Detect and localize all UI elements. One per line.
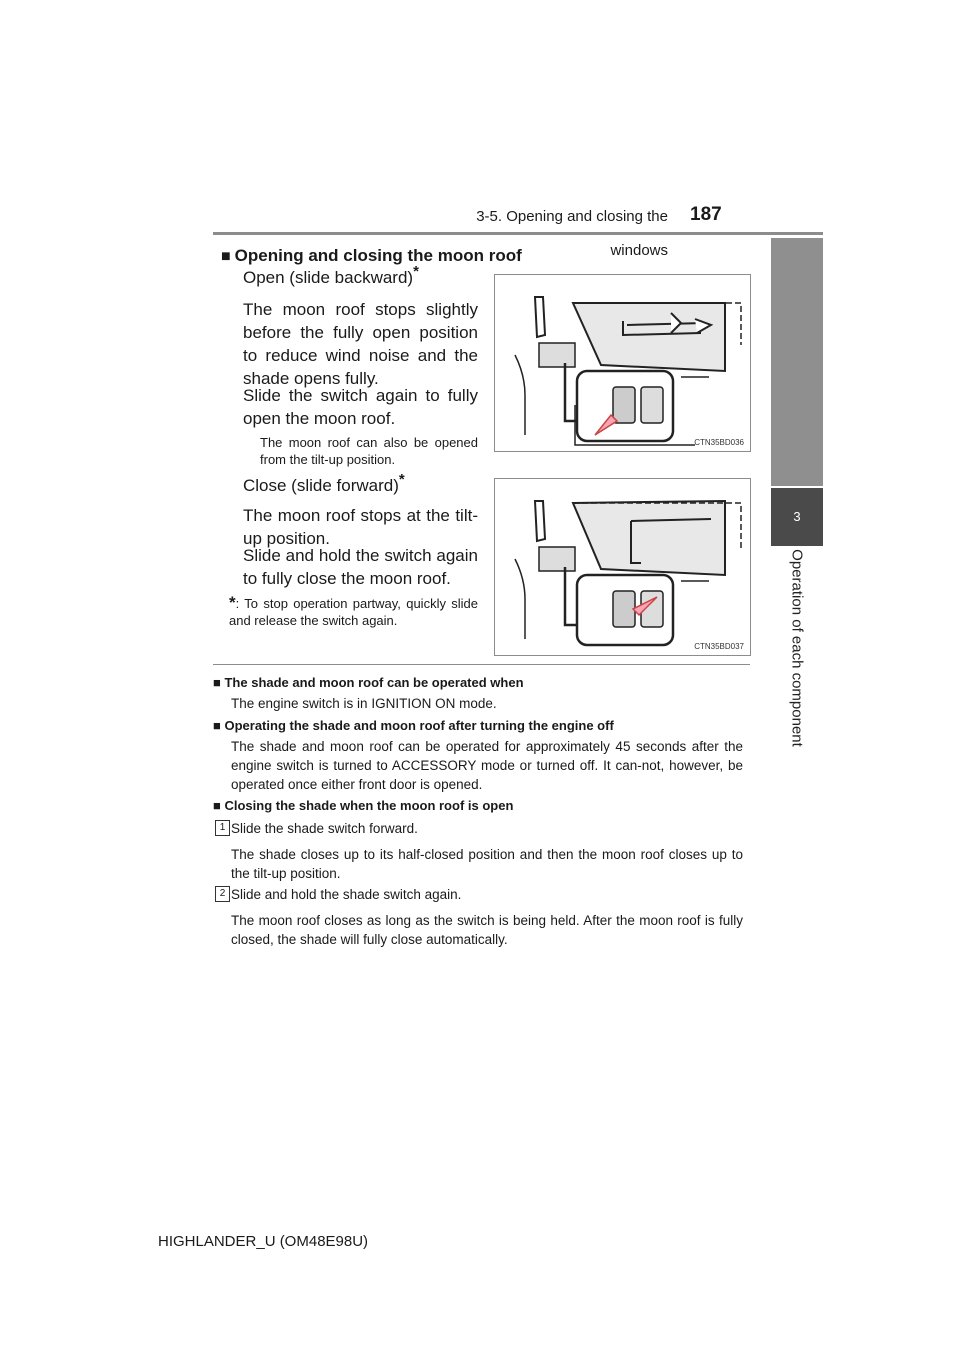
step2-body-2: Slide and hold the switch again to fully close the moon roof. xyxy=(243,546,478,588)
chapter-title: Operation of each component xyxy=(788,549,806,747)
footnote-text: : To stop operation partway, quickly slide and release the switch again. xyxy=(229,596,478,628)
note-marker-3: ■ xyxy=(213,798,221,813)
figure-open-moon-roof xyxy=(494,274,751,452)
step-detail-2: The moon roof closes as long as the switch is being held. After the moon roof is fully closed, the shade will fully close automatically. xyxy=(231,913,743,947)
step2-title xyxy=(243,471,478,497)
note-marker-1: ■ xyxy=(213,675,221,690)
note-heading-1 xyxy=(213,674,524,692)
step-number-2: 2 xyxy=(215,886,230,902)
step2-body-1: The moon roof stops at the tilt-up position. xyxy=(243,506,478,548)
chapter-title-tab xyxy=(771,548,823,748)
step1-note: The moon roof can also be opened from the tilt-up position. xyxy=(260,435,478,467)
chapter-number-tab: 3 xyxy=(771,488,823,546)
figure-close-moon-roof xyxy=(494,478,751,656)
footnote xyxy=(229,594,478,629)
step-text-2: Slide and hold the shade switch again. xyxy=(231,887,462,902)
note-body-1: The engine switch is in IGNITION ON mode. xyxy=(231,696,497,711)
step-text-1: Slide the shade switch forward. xyxy=(231,821,418,836)
section-marker: ■ xyxy=(221,248,231,265)
footnote-marker: * xyxy=(229,593,236,612)
step1-title-text: Open (slide backward) xyxy=(243,268,414,287)
note-heading-text-2: Operating the shade and moon roof after turning the engine off xyxy=(224,718,614,733)
step-number-1: 1 xyxy=(215,820,230,836)
page-number: 187 xyxy=(690,204,722,225)
figure-code-2: CTN35BD037 xyxy=(694,642,744,651)
step1-body-2: Slide the switch again to fully open the moon roof. xyxy=(243,386,478,428)
step1-body-1: The moon roof stops slightly before the fully open position to reduce wind noise and the shade opens fully. xyxy=(243,300,478,388)
side-tab-bar xyxy=(771,238,823,486)
section-divider xyxy=(213,664,750,665)
note-marker-2: ■ xyxy=(213,718,221,733)
moon-roof-close-illustration xyxy=(495,479,750,655)
step2-title-text: Close (slide forward) xyxy=(243,476,399,495)
note-heading-text-1: The shade and moon roof can be operated when xyxy=(224,675,524,690)
moon-roof-open-illustration xyxy=(495,275,750,451)
note-heading-3 xyxy=(213,797,513,815)
running-header-section: 3-5. Opening and closing the windows xyxy=(476,208,668,259)
figure-code-1: CTN35BD036 xyxy=(694,438,744,447)
step2-asterisk: * xyxy=(398,471,405,488)
note-body-2: The shade and moon roof can be operated for approximately 45 seconds after the engine switch is turned to ACCESSORY mode or turned off. It can-not, however, be operated once either front door is opened. xyxy=(231,739,743,792)
header-divider xyxy=(213,232,823,235)
footer-model-code: HIGHLANDER_U (OM48E98U) xyxy=(158,1233,369,1250)
step-detail-1: The shade closes up to its half-closed position and then the moon roof closes up to the tilt-up position. xyxy=(231,847,743,881)
step1-asterisk: * xyxy=(413,263,419,280)
note-heading-2 xyxy=(213,717,614,735)
section-title-text: Opening and closing the moon roof xyxy=(234,246,522,265)
step1-title xyxy=(243,263,478,289)
note-heading-text-3: Closing the shade when the moon roof is open xyxy=(224,798,514,813)
